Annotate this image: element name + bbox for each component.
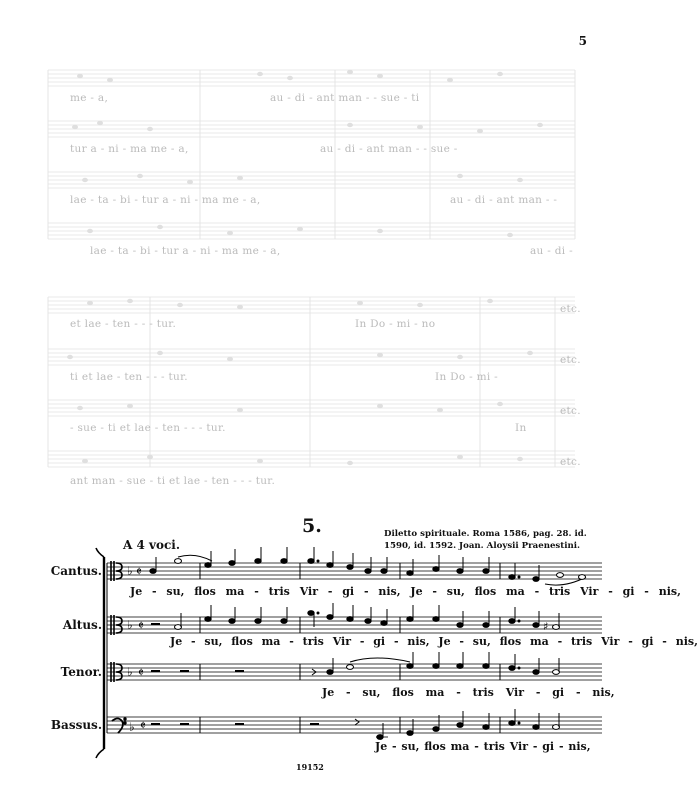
bassus-notes bbox=[151, 709, 560, 739]
faded-lyric: tur a - ni - ma me - a, bbox=[70, 143, 189, 155]
part-label-bassus: Bassus. bbox=[50, 718, 102, 732]
cantus-flat-icon: ♭ bbox=[127, 564, 133, 578]
voices-label: A 4 voci. bbox=[123, 538, 181, 552]
faded-lyric: etc. bbox=[560, 456, 581, 468]
faded-lyric: au - di - ant man - - sue - bbox=[320, 143, 458, 155]
lyric-tenor: Je - su, flos ma - tris Vir - gi - nis, bbox=[322, 686, 615, 699]
faded-lyric: - sue - ti et lae - ten - - - tur. bbox=[70, 422, 226, 434]
cantus-time-icon: 𝄵 bbox=[136, 565, 142, 580]
faded-lyric: et lae - ten - - - tur. bbox=[70, 318, 177, 330]
faded-lyric: In bbox=[515, 422, 527, 434]
svg-text:♯: ♯ bbox=[543, 620, 549, 633]
faded-lyric: In Do - mi - no bbox=[355, 318, 436, 330]
faded-lyric: etc. bbox=[560, 405, 581, 417]
lyric-cantus: Je - su, flos ma - tris Vir - gi - nis, Je - su, flos ma - tris Vir - gi - nis, bbox=[130, 585, 681, 598]
piece-number: 5. bbox=[302, 515, 322, 537]
faded-lyric: me - a, bbox=[70, 92, 109, 104]
faded-lyric: In Do - mi - bbox=[435, 371, 499, 383]
main-system bbox=[96, 547, 602, 758]
page-number: 5 bbox=[578, 34, 587, 48]
altus-flat-icon: ♭ bbox=[127, 618, 133, 632]
faded-lyric: lae - ta - bi - tur a - ni - ma me - a, bbox=[70, 194, 261, 206]
bassus-clef-icon bbox=[112, 718, 126, 733]
faded-lyric: ti et lae - ten - - - tur. bbox=[70, 371, 188, 383]
lyric-altus: Je - su, flos ma - tris Vir - gi - nis, Je - su, flos ma - tris Vir - gi - nis, bbox=[170, 635, 698, 648]
faded-lyric: au - di - ant man - - bbox=[450, 194, 558, 206]
part-label-altus: Altus. bbox=[62, 618, 102, 632]
faded-lyric: etc. bbox=[560, 303, 581, 315]
tenor-notes bbox=[151, 652, 560, 675]
faded-lyric: au - di - bbox=[530, 245, 573, 257]
tenor-flat-icon: ♭ bbox=[127, 665, 133, 679]
faded-lyric: au - di - ant man - - sue - ti bbox=[270, 92, 420, 104]
lyric-bassus: Je - su, flos ma - tris Vir - gi - nis, bbox=[375, 740, 591, 753]
tenor-time-icon: 𝄵 bbox=[138, 666, 144, 681]
cantus-staff bbox=[107, 563, 602, 579]
source-note: Diletto spirituale. Roma 1586, pag. 28. id. 1590, id. 1592. Joan. Aloysii Praenestini. bbox=[384, 529, 587, 551]
altus-time-icon: 𝄵 bbox=[138, 619, 144, 634]
altus-notes bbox=[151, 603, 560, 633]
bassus-flat-icon: ♭ bbox=[129, 720, 135, 734]
plate-number: 19152 bbox=[296, 762, 324, 772]
faded-lyric: lae - ta - bi - tur a - ni - ma me - a, bbox=[90, 245, 281, 257]
clef-icons bbox=[111, 561, 126, 733]
part-label-cantus: Cantus. bbox=[50, 564, 102, 578]
faded-lyric: ant man - sue - ti et lae - ten - - - tur. bbox=[70, 475, 276, 487]
bassus-time-icon: 𝄵 bbox=[140, 719, 146, 734]
faded-lyric: etc. bbox=[560, 354, 581, 366]
part-label-tenor: Tenor. bbox=[60, 665, 102, 679]
